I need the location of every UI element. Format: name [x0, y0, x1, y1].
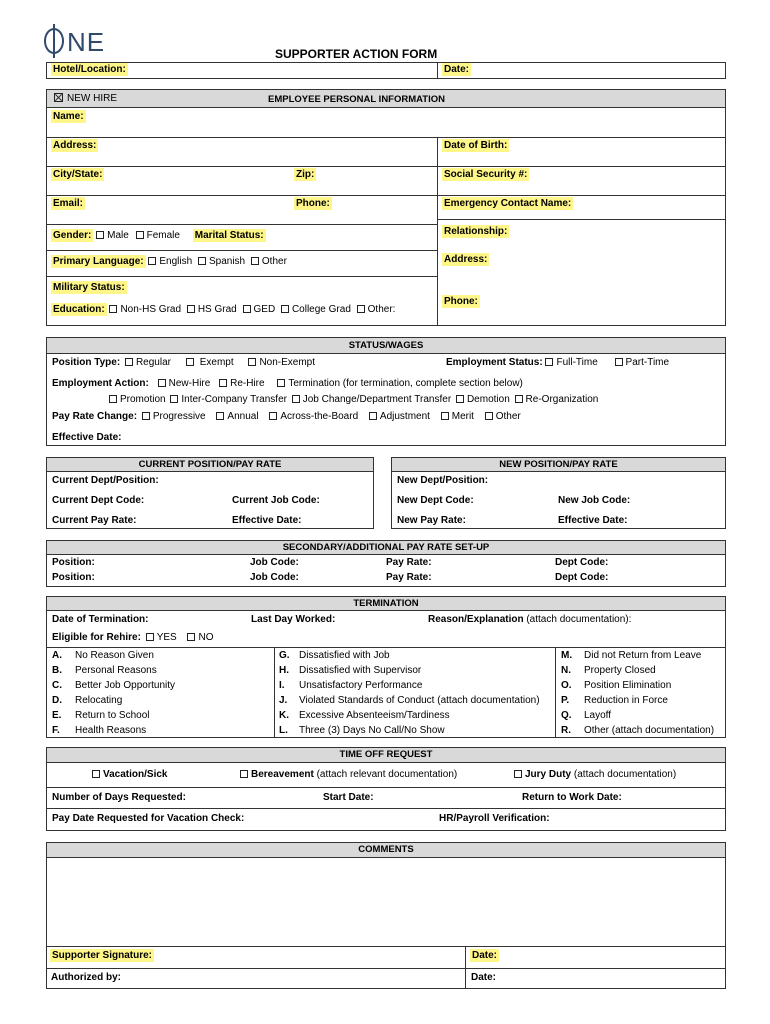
non-exempt-label: Non-Exempt: [259, 357, 316, 368]
rehire-checkbox[interactable]: [219, 379, 227, 387]
reason-code: E.: [52, 710, 62, 721]
reason-label: Reason/Explanation: [428, 614, 524, 625]
termination-reason-item: [52, 680, 175, 691]
jury-label: Jury Duty: [525, 769, 572, 780]
reason-code: P.: [561, 695, 570, 706]
authorized-date-field[interactable]: Date:: [471, 972, 497, 983]
edu-non-hs-label: Non-HS Grad: [120, 304, 182, 315]
full-time-label: Full-Time: [556, 357, 598, 368]
promotion-checkbox[interactable]: [109, 395, 117, 403]
address-field[interactable]: Address:: [53, 140, 97, 151]
language-other-label: Other: [261, 256, 287, 267]
secondary-pay-header: SECONDARY/ADDITIONAL PAY RATE SET-UP: [46, 540, 726, 555]
secondary-position-2[interactable]: Position:: [52, 572, 95, 583]
new-hire-checkbox[interactable]: [54, 93, 117, 104]
pay-rate-change-label: Pay Rate Change:: [52, 411, 138, 422]
female-label: Female: [146, 230, 180, 241]
employment-action-label: Employment Action:: [52, 378, 149, 389]
start-date-field[interactable]: Start Date:: [323, 792, 374, 803]
form-title: SUPPORTER ACTION FORM: [275, 47, 438, 61]
logo-text: NE: [67, 27, 106, 57]
vacation-sick-option[interactable]: [92, 769, 167, 780]
contact-phone-field[interactable]: Phone:: [444, 296, 478, 307]
spanish-checkbox[interactable]: [198, 257, 206, 265]
termination-action-label: Termination (for termination, complete section below): [288, 378, 523, 389]
rehire-yes-checkbox[interactable]: [146, 633, 154, 641]
new-hire-action-label: New-Hire: [168, 378, 211, 389]
eligible-rehire-label: Eligible for Rehire:: [52, 632, 141, 643]
termination-reason-item: [561, 650, 701, 661]
edu-ged-checkbox[interactable]: [243, 305, 251, 313]
adjustment-label: Adjustment: [379, 411, 430, 422]
reorganization-checkbox[interactable]: [515, 395, 523, 403]
termination-reason-item: [52, 725, 146, 736]
termination-reason-item: [279, 725, 445, 736]
male-label: Male: [107, 230, 129, 241]
new-dept-position-field[interactable]: New Dept/Position:: [397, 475, 489, 486]
male-checkbox[interactable]: [96, 231, 104, 239]
jury-note: (attach documentation): [571, 769, 677, 780]
spanish-label: Spanish: [208, 256, 246, 267]
signature-date-field[interactable]: Date:: [472, 950, 498, 961]
edu-ged-label: GED: [253, 304, 276, 315]
job-change-checkbox[interactable]: [292, 395, 300, 403]
name-field[interactable]: Name:: [53, 111, 84, 122]
rehire-label: Re-Hire: [230, 378, 265, 389]
personal-header: EMPLOYEE PERSONAL INFORMATION: [268, 94, 445, 105]
reason-explanation-field[interactable]: [428, 614, 631, 625]
reason-code: I.: [279, 680, 285, 691]
edu-college-label: College Grad: [291, 304, 351, 315]
reorganization-label: Re-Organization: [525, 394, 599, 405]
new-effective-date-field[interactable]: Effective Date:: [558, 515, 628, 526]
reason-note: (attach documentation):: [523, 614, 632, 625]
contact-address-field[interactable]: Address:: [444, 254, 488, 265]
reason-text: Unsatisfactory Performance: [299, 680, 423, 691]
bereavement-checkbox[interactable]: [240, 770, 248, 778]
reason-code: K.: [279, 710, 289, 721]
edu-college-checkbox[interactable]: [281, 305, 289, 313]
new-dept-code-field[interactable]: New Dept Code:: [397, 495, 474, 506]
email-field[interactable]: Email:: [53, 198, 84, 209]
last-day-worked-field[interactable]: Last Day Worked:: [251, 614, 336, 625]
reason-code: A.: [52, 650, 62, 661]
phone-field[interactable]: Phone:: [296, 198, 330, 209]
reason-code: L.: [279, 725, 288, 736]
termination-reason-item: [52, 710, 150, 721]
hr-verification-field[interactable]: HR/Payroll Verification:: [439, 813, 550, 824]
jury-checkbox[interactable]: [514, 770, 522, 778]
across-board-checkbox[interactable]: [269, 412, 277, 420]
reason-text: Other (attach documentation): [584, 725, 715, 736]
reason-code: J.: [279, 695, 288, 706]
female-checkbox[interactable]: [136, 231, 144, 239]
personal-info-section: [46, 89, 726, 326]
across-board-label: Across-the-Board: [280, 411, 359, 422]
reason-code: H.: [279, 665, 289, 676]
logo-bar: [53, 24, 55, 58]
termination-reason-item: [52, 695, 122, 706]
rehire-no-label: NO: [198, 632, 214, 643]
termination-reason-item: [561, 695, 668, 706]
edu-hs-label: HS Grad: [197, 304, 237, 315]
termination-reason-item: [561, 710, 611, 721]
exempt-label: Exempt: [199, 357, 234, 368]
comments-header: COMMENTS: [46, 842, 726, 858]
checked-box-icon: [54, 93, 63, 102]
termination-reason-item: [279, 650, 390, 661]
reason-text: Three (3) Days No Call/No Show: [299, 725, 445, 736]
reason-code: Q.: [561, 710, 572, 721]
ssn-field[interactable]: Social Security #:: [444, 169, 528, 180]
secondary-position-1[interactable]: Position:: [52, 557, 95, 568]
current-position-header: CURRENT POSITION/PAY RATE: [46, 457, 374, 472]
regular-checkbox[interactable]: [125, 358, 133, 366]
effective-date-field[interactable]: Effective Date:: [52, 432, 122, 443]
authorized-by-field[interactable]: Authorized by:: [51, 972, 121, 983]
full-time-checkbox[interactable]: [545, 358, 553, 366]
non-exempt-checkbox[interactable]: [248, 358, 256, 366]
reason-text: No Reason Given: [75, 650, 154, 661]
pay-other-checkbox[interactable]: [485, 412, 493, 420]
secondary-job-code-2[interactable]: Job Code:: [250, 572, 299, 583]
relationship-field[interactable]: Relationship:: [444, 226, 508, 237]
reason-code: F.: [52, 725, 60, 736]
merit-label: Merit: [451, 411, 474, 422]
english-label: English: [159, 256, 193, 267]
termination-reason-item: [279, 680, 422, 691]
emergency-contact-field[interactable]: Emergency Contact Name:: [444, 198, 572, 209]
reason-text: Return to School: [75, 710, 150, 721]
education-label: Education:: [53, 304, 105, 315]
progressive-label: Progressive: [152, 411, 206, 422]
reason-text: Dissatisfied with Job: [299, 650, 390, 661]
bereavement-option[interactable]: [240, 769, 457, 780]
reason-code: N.: [561, 665, 571, 676]
exempt-checkbox[interactable]: [186, 358, 194, 366]
secondary-job-code-1[interactable]: Job Code:: [250, 557, 299, 568]
vacation-checkbox[interactable]: [92, 770, 100, 778]
annual-label: Annual: [227, 411, 259, 422]
language-other-checkbox[interactable]: [251, 257, 259, 265]
hotel-location-field[interactable]: Hotel/Location:: [53, 64, 126, 75]
reason-text: Violated Standards of Conduct (attach documentation): [299, 695, 540, 706]
regular-label: Regular: [135, 357, 171, 368]
demotion-checkbox[interactable]: [456, 395, 464, 403]
demotion-label: Demotion: [466, 394, 510, 405]
inter-company-label: Inter-Company Transfer: [181, 394, 287, 405]
termination-checkbox[interactable]: [277, 379, 285, 387]
marital-status-field[interactable]: Marital Status:: [194, 230, 264, 241]
termination-reason-item: [52, 650, 154, 661]
new-hire-action-checkbox[interactable]: [158, 379, 166, 387]
reason-code: G.: [279, 650, 290, 661]
top-date-field[interactable]: Date:: [444, 64, 470, 75]
secondary-dept-code-2[interactable]: Dept Code:: [555, 572, 609, 583]
reason-code: M.: [561, 650, 573, 661]
employment-status-label: Employment Status:: [446, 357, 543, 368]
edu-non-hs-checkbox[interactable]: [109, 305, 117, 313]
rehire-yes-label: YES: [156, 632, 177, 643]
termination-reason-item: [279, 665, 421, 676]
time-off-header: TIME OFF REQUEST: [46, 747, 726, 763]
bereavement-note: (attach relevant documentation): [313, 769, 458, 780]
termination-date-field[interactable]: Date of Termination:: [52, 614, 149, 625]
current-effective-date-field[interactable]: Effective Date:: [232, 515, 302, 526]
reason-code: D.: [52, 695, 62, 706]
edu-other-label: Other:: [367, 304, 396, 315]
position-type-label: Position Type:: [52, 357, 121, 368]
termination-reason-item: [561, 725, 714, 736]
vacation-label: Vacation/Sick: [103, 769, 168, 780]
days-requested-field[interactable]: Number of Days Requested:: [52, 792, 186, 803]
termination-reason-item: [52, 665, 157, 676]
new-hire-label: NEW HIRE: [67, 93, 117, 104]
city-state-field[interactable]: City/State:: [53, 169, 103, 180]
progressive-checkbox[interactable]: [142, 412, 150, 420]
termination-reason-item: [561, 680, 671, 691]
reason-code: C.: [52, 680, 62, 691]
pay-other-label: Other: [495, 411, 521, 422]
reason-code: R.: [561, 725, 571, 736]
reason-code: B.: [52, 665, 62, 676]
adjustment-checkbox[interactable]: [369, 412, 377, 420]
comments-textarea[interactable]: [47, 859, 725, 946]
reason-text: Reduction in Force: [584, 695, 668, 706]
current-dept-position-field[interactable]: Current Dept/Position:: [52, 475, 159, 486]
new-job-code-field[interactable]: New Job Code:: [558, 495, 631, 506]
bereavement-label: Bereavement: [251, 769, 314, 780]
supporter-signature-field[interactable]: Supporter Signature:: [52, 950, 153, 961]
pay-date-field[interactable]: Pay Date Requested for Vacation Check:: [52, 813, 245, 824]
return-date-field[interactable]: Return to Work Date:: [522, 792, 622, 803]
secondary-dept-code-1[interactable]: Dept Code:: [555, 557, 609, 568]
gender-label: Gender:: [53, 230, 92, 241]
termination-reason-item: [279, 695, 540, 706]
inter-company-checkbox[interactable]: [170, 395, 178, 403]
hotel-row: [46, 62, 726, 79]
annual-checkbox[interactable]: [216, 412, 224, 420]
termination-reason-item: [561, 665, 656, 676]
job-change-label: Job Change/Department Transfer: [302, 394, 452, 405]
jury-duty-option[interactable]: [514, 769, 676, 780]
termination-header: TERMINATION: [46, 596, 726, 611]
promotion-label: Promotion: [120, 394, 166, 405]
rehire-no-checkbox[interactable]: [187, 633, 195, 641]
military-status-field[interactable]: Military Status:: [53, 282, 125, 293]
reason-text: Did not Return from Leave: [584, 650, 702, 661]
part-time-checkbox[interactable]: [615, 358, 623, 366]
secondary-pay-rate-2[interactable]: Pay Rate:: [386, 572, 432, 583]
reason-text: Property Closed: [584, 665, 656, 676]
new-position-header: NEW POSITION/PAY RATE: [391, 457, 726, 472]
merit-checkbox[interactable]: [441, 412, 449, 420]
reason-text: Excessive Absenteeism/Tardiness: [299, 710, 450, 721]
reason-text: Position Elimination: [584, 680, 672, 691]
edu-hs-checkbox[interactable]: [187, 305, 195, 313]
reason-text: Layoff: [584, 710, 612, 721]
zip-field[interactable]: Zip:: [296, 169, 315, 180]
english-checkbox[interactable]: [148, 257, 156, 265]
reason-code: O.: [561, 680, 572, 691]
reason-text: Health Reasons: [75, 725, 147, 736]
termination-reason-item: [279, 710, 450, 721]
reason-text: Relocating: [75, 695, 123, 706]
current-job-code-field[interactable]: Current Job Code:: [232, 495, 320, 506]
dob-field[interactable]: Date of Birth:: [444, 140, 508, 151]
edu-other-checkbox[interactable]: [357, 305, 365, 313]
primary-language-label: Primary Language:: [53, 256, 144, 267]
reason-text: Personal Reasons: [75, 665, 157, 676]
new-pay-rate-field[interactable]: New Pay Rate:: [397, 515, 466, 526]
status-wages-header: STATUS/WAGES: [46, 337, 726, 354]
current-pay-rate-field[interactable]: Current Pay Rate:: [52, 515, 137, 526]
part-time-label: Part-Time: [625, 357, 670, 368]
reason-text: Better Job Opportunity: [75, 680, 176, 691]
current-dept-code-field[interactable]: Current Dept Code:: [52, 495, 145, 506]
reason-text: Dissatisfied with Supervisor: [299, 665, 422, 676]
secondary-pay-rate-1[interactable]: Pay Rate:: [386, 557, 432, 568]
